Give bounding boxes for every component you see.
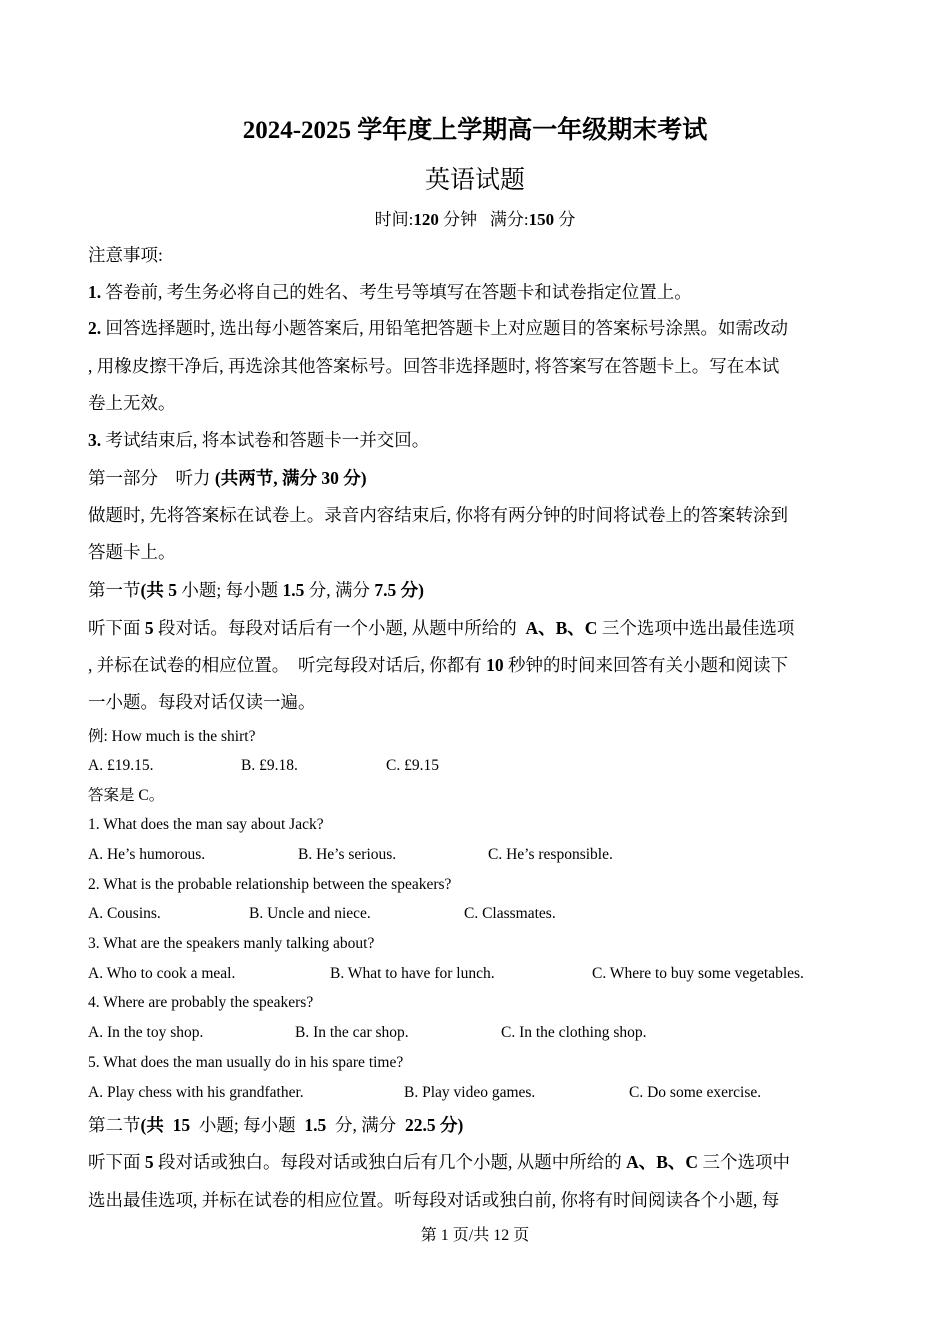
section1-heading-a: (共 — [140, 580, 164, 600]
question-2-option-b: B. Uncle and niece. — [249, 905, 371, 922]
notice-item-3 — [88, 427, 878, 453]
section2-intro-n: 5 — [144, 1152, 154, 1172]
section2-intro-line1 — [88, 1149, 878, 1175]
exam-subtitle: 英语试题 — [424, 167, 525, 194]
example-question: 例: How much is the shirt? — [88, 728, 256, 745]
section1-intro-line2 — [88, 652, 878, 678]
section1-intro2-n: 10 — [486, 655, 504, 675]
question-2-option-c: C. Classmates. — [464, 905, 556, 922]
title-text: 学年度上学期高一年级期末考试 — [357, 117, 708, 144]
question-3-option-a: A. Who to cook a meal. — [88, 965, 236, 982]
exam-title — [0, 114, 950, 148]
question-4-option-b: B. In the car shop. — [295, 1024, 409, 1041]
notice-heading: 注意事项: — [88, 245, 163, 265]
notice-item-3-text: 考试结束后, 将本试卷和答题卡一并交回。 — [105, 430, 430, 450]
section2-heading-a: (共 — [140, 1115, 164, 1135]
notice-item-1-num: 1. — [88, 282, 102, 302]
section2-heading-e: 满分 — [361, 1115, 397, 1135]
section1-intro-a: 听下面 — [88, 618, 141, 638]
section2-heading-c: 每小题 — [243, 1115, 296, 1135]
example-answer: 答案是 C。 — [88, 787, 165, 804]
part1-heading-bold: (共两节, 满分 — [214, 468, 317, 488]
section1-intro2-a: , 并标在试卷的相应位置。 听完每段对话后, 你都有 — [88, 655, 482, 675]
question-1: 1. What does the man say about Jack? — [88, 816, 324, 833]
section2-intro-line2: 选出最佳选项, 并标在试卷的相应位置。听每段对话或独白前, 你将有时间阅读各个小题, 每 — [88, 1190, 780, 1210]
section1-intro-line3: 一小题。每段对话仅读一遍。 — [88, 692, 316, 712]
section1-heading-pre: 第一节 — [88, 580, 141, 600]
question-5-option-c: C. Do some exercise. — [629, 1084, 762, 1101]
page-footer: 第 1 页/共 12 页 — [420, 1227, 530, 1244]
notice-item-2-line1: 回答选择题时, 选出每小题答案后, 用铅笔把答题卡上对应题目的答案标号涂黑。如需改动 — [105, 318, 788, 338]
score-label: 满分: — [489, 210, 529, 229]
example-option-b: B. £9.18. — [241, 757, 298, 774]
question-2-option-a: A. Cousins. — [88, 905, 161, 922]
section1-heading-count: 5 — [168, 580, 177, 600]
part1-heading-score: 30 — [321, 468, 339, 488]
time-label: 时间: — [374, 210, 414, 229]
score-unit: 分 — [558, 210, 576, 229]
section2-heading — [88, 1112, 878, 1138]
section1-heading-b: 小题; — [181, 580, 222, 600]
part1-heading-end: 分) — [343, 468, 367, 488]
section1-heading-f: 分) — [400, 580, 424, 600]
time-value: 120 — [413, 210, 439, 229]
section1-heading-each: 1.5 — [282, 580, 305, 600]
question-3-option-b: B. What to have for lunch. — [330, 965, 495, 982]
section1-heading — [88, 577, 878, 603]
exam-time-score — [0, 207, 950, 233]
notice-item-3-num: 3. — [88, 430, 102, 450]
question-4: 4. Where are probably the speakers? — [88, 994, 314, 1011]
section2-heading-pre: 第二节 — [88, 1115, 141, 1135]
example-option-c: C. £9.15 — [386, 757, 439, 774]
section2-heading-d: 分, — [334, 1115, 357, 1135]
section2-heading-count: 15 — [172, 1115, 191, 1135]
notice-item-2-num: 2. — [88, 318, 102, 338]
question-1-option-b: B. He’s serious. — [298, 846, 397, 863]
section1-intro-c: 三个选项中选出最佳选项 — [601, 618, 795, 638]
part1-intro-line1: 做题时, 先将答案标在试卷上。录音内容结束后, 你将有两分钟的时间将试卷上的答案转涂到 — [88, 505, 788, 525]
section1-heading-d: 分, — [308, 580, 331, 600]
notice-item-2-line2: , 用橡皮擦干净后, 再选涂其他答案标号。回答非选择题时, 将答案写在答题卡上。写在本试 — [88, 356, 780, 376]
question-3: 3. What are the speakers manly talking about? — [88, 935, 375, 952]
section1-heading-c: 每小题 — [225, 580, 279, 600]
example-option-a: A. £19.15. — [88, 757, 154, 774]
notice-item-1-text: 答卷前, 考生务必将自己的姓名、考生号等填写在答题卡和试卷指定位置上。 — [105, 282, 692, 302]
section1-intro2-b: 秒钟的时间来回答有关小题和阅读下 — [508, 655, 788, 675]
part1-heading-pre: 第一部分 听力 — [88, 468, 211, 488]
question-1-option-c: C. He’s responsible. — [488, 846, 613, 863]
part1-intro-line2: 答题卡上。 — [88, 542, 176, 562]
section1-intro-opts: A、B、C — [525, 618, 598, 638]
section2-intro-b: 段对话或独白。每段对话或独白后有几个小题, 从题中所给的 — [158, 1152, 622, 1172]
section2-heading-each: 1.5 — [304, 1115, 327, 1135]
section1-intro-n: 5 — [144, 618, 154, 638]
question-3-option-c: C. Where to buy some vegetables. — [592, 965, 804, 982]
question-4-option-c: C. In the clothing shop. — [501, 1024, 647, 1041]
notice-item-2 — [88, 315, 878, 341]
question-5: 5. What does the man usually do in his spare time? — [88, 1054, 404, 1071]
question-5-option-a: A. Play chess with his grandfather. — [88, 1084, 304, 1101]
section1-intro-b: 段对话。每段对话后有一个小题, 从题中所给的 — [158, 618, 517, 638]
section1-intro-line1 — [88, 615, 878, 641]
section1-heading-total: 7.5 — [374, 580, 397, 600]
title-year: 2024-2025 — [242, 117, 352, 144]
section2-intro-a: 听下面 — [88, 1152, 141, 1172]
question-5-option-b: B. Play video games. — [404, 1084, 536, 1101]
notice-item-1 — [88, 279, 878, 305]
section2-intro-opts: A、B、C — [626, 1152, 699, 1172]
score-value: 150 — [528, 210, 555, 229]
part1-heading — [88, 465, 878, 491]
question-2: 2. What is the probable relationship between the speakers? — [88, 876, 452, 893]
section2-intro-c: 三个选项中 — [702, 1152, 790, 1172]
notice-item-2-line3: 卷上无效。 — [88, 393, 176, 413]
question-4-option-a: A. In the toy shop. — [88, 1024, 204, 1041]
section2-heading-b: 小题; — [198, 1115, 239, 1135]
question-1-option-a: A. He’s humorous. — [88, 846, 206, 863]
section1-heading-e: 满分 — [334, 580, 370, 600]
section2-heading-total: 22.5 — [404, 1115, 436, 1135]
time-unit: 分钟 — [443, 210, 478, 229]
section2-heading-f: 分) — [439, 1115, 464, 1135]
